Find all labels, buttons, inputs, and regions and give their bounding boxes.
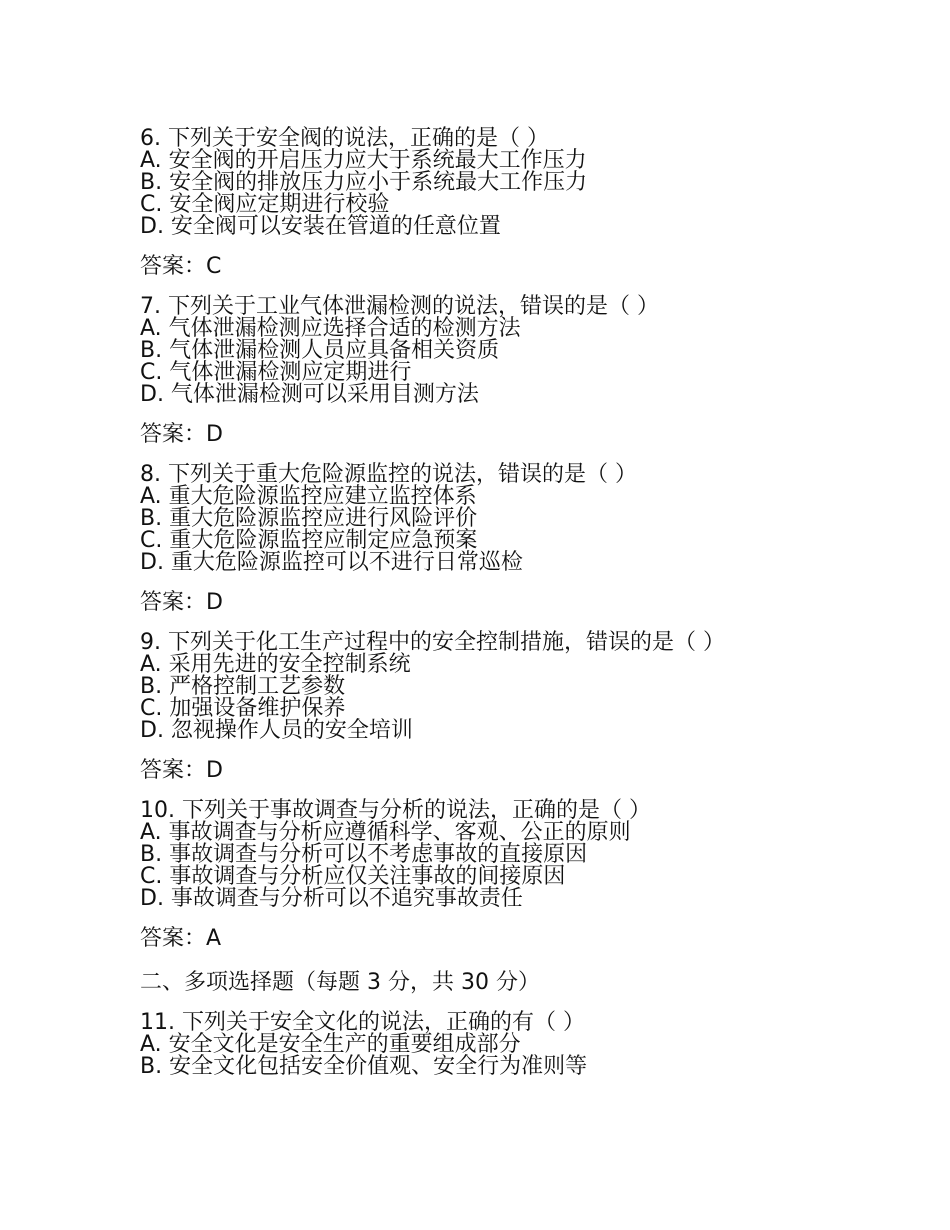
answer-10: 答案：A bbox=[140, 926, 222, 951]
question-stem: 6. 下列关于安全阀的说法，正确的是（ ） bbox=[140, 126, 549, 151]
question-7 bbox=[140, 296, 920, 406]
option-a: A. 重大危险源监控应建立监控体系 bbox=[140, 484, 477, 509]
question-8 bbox=[140, 464, 920, 574]
question-stem: 9. 下列关于化工生产过程中的安全控制措施，错误的是（ ） bbox=[140, 630, 725, 655]
option-b: B. 重大危险源监控应进行风险评价 bbox=[140, 506, 478, 531]
question-10 bbox=[140, 800, 920, 910]
option-b: B. 安全文化包括安全价值观、安全行为准则等 bbox=[140, 1054, 588, 1079]
question-stem: 8. 下列关于重大危险源监控的说法，错误的是（ ） bbox=[140, 462, 637, 487]
section-heading: 二、多项选择题（每题 3 分，共 30 分） bbox=[140, 970, 540, 995]
option-d: D. 忽视操作人员的安全培训 bbox=[140, 718, 413, 743]
option-c: C. 气体泄漏检测应定期进行 bbox=[140, 360, 412, 385]
question-stem: 10. 下列关于事故调查与分析的说法，正确的是（ ） bbox=[140, 798, 651, 823]
option-a: A. 气体泄漏检测应选择合适的检测方法 bbox=[140, 316, 521, 341]
option-b: B. 严格控制工艺参数 bbox=[140, 674, 346, 699]
option-d: D. 安全阀可以安装在管道的任意位置 bbox=[140, 214, 501, 239]
question-6 bbox=[140, 128, 920, 238]
answer-8: 答案：D bbox=[140, 590, 223, 615]
option-a: A. 安全阀的开启压力应大于系统最大工作压力 bbox=[140, 148, 587, 173]
answer-9: 答案：D bbox=[140, 758, 223, 783]
option-d: D. 气体泄漏检测可以采用目测方法 bbox=[140, 382, 479, 407]
answer-6: 答案：C bbox=[140, 254, 222, 279]
question-stem: 7. 下列关于工业气体泄漏检测的说法，错误的是（ ） bbox=[140, 294, 659, 319]
option-b: B. 安全阀的排放压力应小于系统最大工作压力 bbox=[140, 170, 588, 195]
option-b: B. 气体泄漏检测人员应具备相关资质 bbox=[140, 338, 500, 363]
option-c: C. 重大危险源监控应制定应急预案 bbox=[140, 528, 478, 553]
option-d: D. 事故调查与分析可以不追究事故责任 bbox=[140, 886, 523, 911]
document-page bbox=[140, 128, 920, 1092]
question-stem: 11. 下列关于安全文化的说法，正确的有（ ） bbox=[140, 1010, 585, 1035]
option-a: A. 安全文化是安全生产的重要组成部分 bbox=[140, 1032, 521, 1057]
answer-7: 答案：D bbox=[140, 422, 223, 447]
question-9 bbox=[140, 632, 920, 742]
option-c: C. 安全阀应定期进行校验 bbox=[140, 192, 390, 217]
question-11 bbox=[140, 1012, 920, 1078]
option-a: A. 采用先进的安全控制系统 bbox=[140, 652, 411, 677]
option-c: C. 加强设备维护保养 bbox=[140, 696, 346, 721]
option-b: B. 事故调查与分析可以不考虑事故的直接原因 bbox=[140, 842, 588, 867]
option-c: C. 事故调查与分析应仅关注事故的间接原因 bbox=[140, 864, 566, 889]
option-d: D. 重大危险源监控可以不进行日常巡检 bbox=[140, 550, 523, 575]
option-a: A. 事故调查与分析应遵循科学、客观、公正的原则 bbox=[140, 820, 631, 845]
